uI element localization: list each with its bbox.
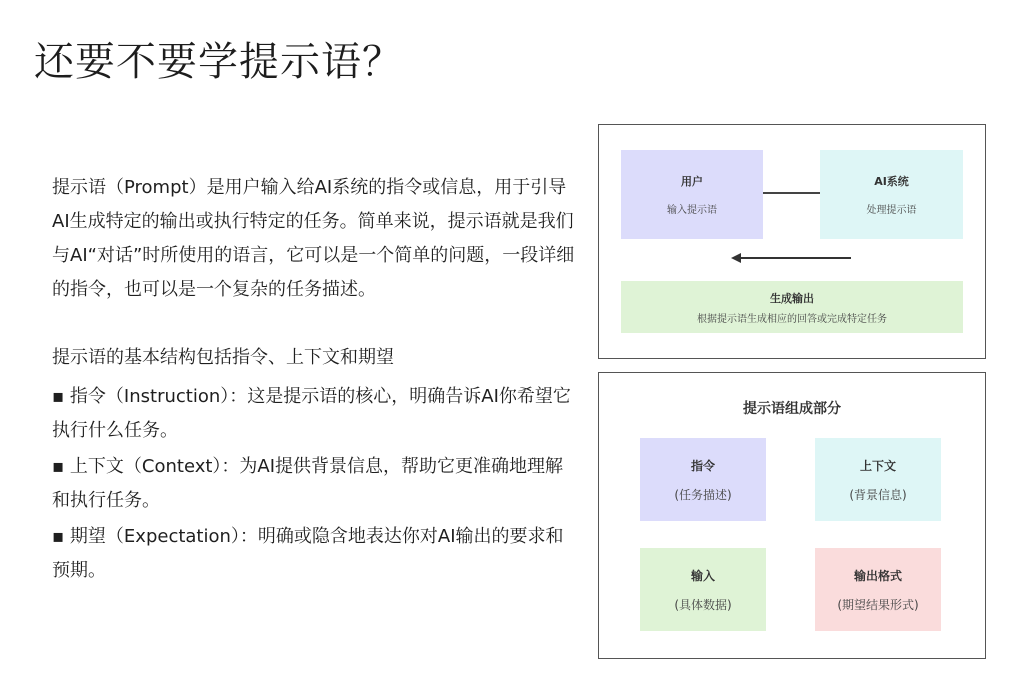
- card-subtitle: (背景信息): [849, 487, 907, 502]
- structure-bullet-list: [52, 380, 572, 590]
- ai-system-box: [820, 150, 963, 239]
- page-title: 还要不要学提示语？: [34, 39, 403, 85]
- connector-line: [763, 192, 820, 194]
- components-title: 提示语组成部分: [743, 401, 841, 417]
- prompt-components-diagram: [598, 372, 986, 659]
- bullet-context: ▪ 上下文（Context）：为AI提供背景信息，帮助它更准确地理解和执行任务。: [52, 456, 564, 511]
- card-title: 指令: [690, 458, 715, 473]
- output-format-card: [815, 548, 941, 631]
- user-box-title: 用户: [681, 175, 703, 188]
- prompt-flow-diagram: [598, 124, 986, 359]
- intro-paragraph: 提示语（Prompt）是用户输入给AI系统的指令或信息，用于引导AI生成特定的输出或执行特定的任务。简单来说，提示语就是我们与AI“对话”时所使用的语言，它可以是一个简单的问题，一段详细的指令，也可以是一个复杂的任务描述。: [52, 177, 575, 300]
- card-subtitle: (任务描述): [674, 487, 732, 502]
- card-subtitle: (具体数据): [674, 597, 732, 612]
- instruction-card: [640, 438, 766, 521]
- bullet-expectation: ▪ 期望（Expectation）：明确或隐含地表达你对AI输出的要求和预期。: [52, 526, 564, 581]
- card-title: 输出格式: [853, 568, 902, 583]
- output-box: [621, 281, 963, 333]
- card-subtitle: (期望结果形式): [837, 597, 919, 612]
- user-box-subtitle: 输入提示语: [667, 205, 717, 216]
- context-card: [815, 438, 941, 521]
- bullet-instruction: ▪ 指令（Instruction）：这是提示语的核心，明确告诉AI你希望它执行什么任务。: [52, 386, 571, 441]
- card-title: 输入: [690, 568, 715, 583]
- card-title: 上下文: [859, 458, 896, 473]
- output-box-subtitle: 根据提示语生成相应的回答或完成特定任务: [697, 313, 887, 325]
- left-arrow-line: [739, 257, 851, 259]
- ai-box-title: AI系统: [874, 175, 909, 188]
- ai-box-subtitle: 处理提示语: [866, 205, 917, 216]
- user-box: [621, 150, 763, 239]
- output-box-title: 生成输出: [770, 291, 814, 305]
- structure-heading: 提示语的基本结构包括指令、上下文和期望: [52, 347, 394, 368]
- input-card: [640, 548, 766, 631]
